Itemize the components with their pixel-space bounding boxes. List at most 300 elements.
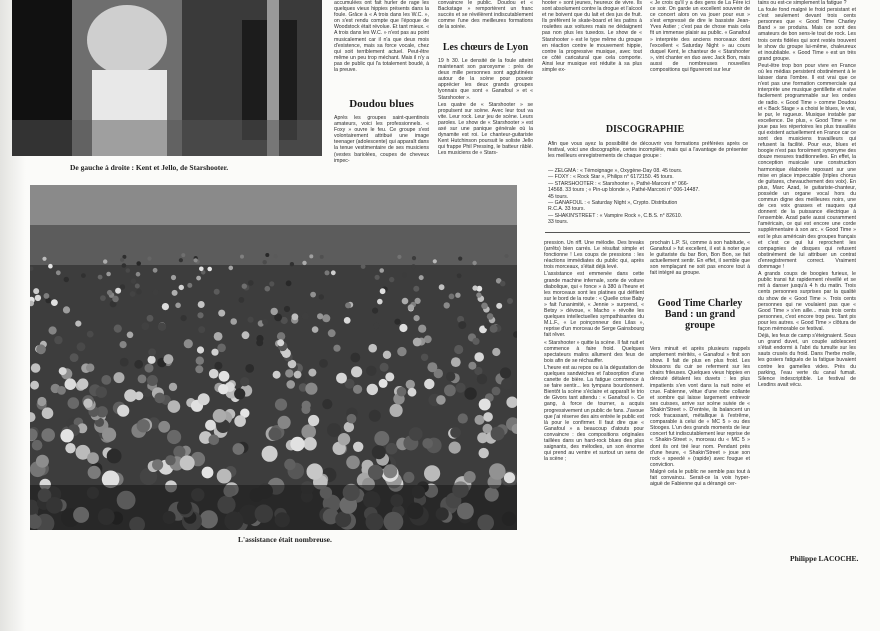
crowd-head — [196, 276, 201, 281]
crowd-head — [187, 283, 192, 288]
crowd-head — [114, 325, 122, 333]
crowd-head — [217, 469, 232, 484]
crowd-head — [248, 317, 254, 323]
crowd-head — [397, 387, 407, 397]
crowd-head — [65, 443, 75, 453]
crowd-head — [169, 383, 177, 391]
crowd-head — [158, 421, 170, 433]
crowd-head — [439, 284, 445, 290]
crowd-head — [124, 389, 137, 402]
crowd-head — [148, 356, 156, 364]
crowd-head — [179, 258, 183, 262]
crowd-head — [487, 313, 494, 320]
crowd-head — [408, 388, 417, 397]
disco-rule — [545, 232, 750, 233]
crowd-head — [181, 315, 187, 321]
paragraph: Après les groupes saint-quentinois amateurs, voici les professionnels. « Foxy » ouvre le feu. Ce groupe s'est volontairement attribué une image teenager (adolescente) qui apparaît dans la tenue vestimentaire de ses musiciens (vestes bariolées, coupes de cheveux impec- — [334, 115, 429, 164]
crowd-head — [344, 317, 351, 324]
crowd-head — [194, 258, 198, 262]
crowd-head — [242, 284, 247, 289]
crowd-head — [419, 275, 424, 280]
crowd-head — [450, 427, 461, 438]
crowd-head — [98, 275, 103, 280]
crowd-head — [103, 259, 107, 263]
crowd-head — [265, 286, 271, 292]
crowd-head — [307, 463, 323, 479]
crowd-head — [474, 352, 484, 362]
crowd-head — [292, 313, 299, 320]
crowd-head — [331, 270, 336, 275]
crowd-head — [277, 332, 285, 340]
crowd-head — [271, 308, 278, 315]
crowd-head — [122, 263, 127, 268]
crowd-head — [310, 292, 316, 298]
paragraph: Peut-être trop bon pour vivre en France où les médias persistent obstinément à le laisser dans l'ombre. Il est vrai que ce n'est pas une formation commerciale qui interprète une musique gentillette et naïve facilement programmable sur les ondes de radio. « Good Time » comme Doudou et « Back Stage » a choisi le blues, le vrai, le pur, le rugueux. Musique instable par excellence. De plus, « Good Time » ne joue pas les répertoires les plus travaillés qui existent actuellement en France car ce sont des musiciens travailleurs qui refusent la facilité. Pour eux, blues et boogie n'est pas forcément synonyme des douze mesures traditionnelles. En effet, la conception musicale une construction harmonique élaborée reposant sur une mise en place impeccable (triples chorus de guitares, chevauchement des voix). En plus, Marc Azad, le guitariste-chanteur, possède un organe vocal hors du commun digne des meilleures noirs, une de ces voix grasses et rauques qui donnent de la puissance électrique à l'ensemble. Azad parle aussi couramment l'américain, ce qui est encore une corde supplémentaire à son arc. « Good Time » est le plus américain des groupes français et c'est ce qui lui reprochent les compagnies de disques qui refusent obstinément de lui attribuer un contrat d'enregistrement correct. Vraiment dommage ! — [758, 62, 856, 271]
disco-item: — ZELGMA : « Témoignage », Oxygène-Day 08. 45 tours. — [548, 168, 683, 174]
crowd-head — [209, 369, 219, 379]
crowd-head — [147, 257, 151, 261]
crowd-head — [336, 373, 347, 384]
article-column-2b — [438, 58, 533, 184]
crowd-head — [234, 415, 246, 427]
crowd-head — [308, 369, 316, 377]
crowd-head — [458, 321, 466, 329]
crowd-head — [59, 367, 67, 375]
crowd-head — [483, 412, 493, 422]
crowd-head — [436, 395, 446, 405]
crowd-head — [100, 295, 106, 301]
crowd-head — [68, 397, 80, 409]
crowd-head — [290, 262, 294, 266]
crowd-head — [418, 325, 426, 333]
crowd-head — [51, 299, 58, 306]
crowd-head — [162, 303, 169, 310]
crowd-head — [413, 338, 422, 347]
crowd-head — [115, 288, 121, 294]
paragraph: tains ou est-ce simplement la fatigue ? — [758, 0, 847, 6]
paragraph: Afin que vous ayez la possibilité de découvrir vos formations préférées après ce festival, voici une discographie, certes incomplète, mais qui a l'avantage de présenter les meilleurs enregistrements de chaque groupe : — [548, 141, 748, 160]
paragraph: « Starshooter » quitte la scène. Il fait nuit et commence à faire froid. Quelques spectateurs malins allument des feux de bois afin de se réchauffer. — [544, 339, 644, 364]
crowd-head — [198, 301, 205, 308]
crowd-head — [42, 407, 54, 419]
crowd-head — [64, 277, 69, 282]
paragraph: prochain L.P. Si, comme à son habitude, « Ganafoul » fut excellent, il est à noter que le guitariste du bar Bon, Bon Bon, se fait actuellement sentir. En effet, il semble que son remplaçant ne soit pas encore tout à fait intégré au groupe. — [650, 240, 750, 277]
crowd-head — [136, 272, 141, 277]
crowd-head — [455, 383, 465, 393]
crowd-head — [399, 324, 407, 332]
crowd-head — [366, 366, 376, 376]
crowd-head — [403, 472, 414, 483]
crowd-head — [345, 302, 351, 308]
crowd-head — [451, 357, 461, 367]
crowd-head — [402, 273, 407, 278]
crowd-head — [496, 303, 502, 309]
crowd-head — [412, 256, 416, 260]
crowd-head — [165, 455, 175, 465]
crowd-head — [294, 371, 302, 379]
disco-item: 33 tours. — [548, 219, 569, 226]
crowd-head — [242, 331, 250, 339]
crowd-head — [449, 294, 455, 300]
disco-item: — FOXY : « Rock Star », Philips n° 6172150. 45 tours. — [548, 174, 674, 181]
paragraph: A grands coups de boogies furieux, le public transi fut rapidement réveillé et se mit à danser jusqu'à 4 h du matin. Trois cents personnes surprises par la qualité du show de « Good Time ». Trois cents personnes qui ne voulaient pas que « Good Time » s'en aille... mais trois cents personnes, c'est encore trop peu. Tant pis pour les autres. « Good Time » clôtura de façon mémorable ce festival. — [758, 271, 856, 332]
top-photo-image — [12, 0, 322, 156]
crowd-head — [31, 363, 41, 373]
crowd-head — [274, 254, 278, 258]
crowd-head — [390, 404, 403, 417]
crowd-head — [322, 314, 330, 322]
crowd-head — [402, 298, 409, 305]
crowd-head — [181, 253, 185, 257]
crowd-head — [455, 293, 460, 298]
crowd-head — [479, 399, 491, 411]
paragraph: La foule fond malgré le froid persistant et c'est seulement devant trois cents personnes que « Good Time Charley Band » se produira. Mais ce sont des amateurs de bon sens-le tout de rock. Les trois cents fidèles qui sont restés trouvent le show du groupe lui-même, chaleureux et inoubliable. « Good Time » est un très grand groupe. — [758, 7, 856, 62]
crowd-head — [117, 405, 129, 417]
crowd-head — [383, 351, 391, 359]
article-column-1 — [334, 0, 429, 88]
paragraph: « Je crois qu'il y a des gens de La Fère ici ce soir. On garde un excellent souvenir de ce concert alors on va jouer pour eux » s'est empressé de dire le bassiste Jean-Yves Astier ; c'est pas de chose mais cela fit un immense plaisir au public. « Ganafoul » interprète des anciens morceaux dont l'excellent « Saturday Night » au cours duquel Kent, le chanteur de « Starshooter », vint chanter en duo avec Jack Bon, mais aussi de nombreuses nouvelles compositions qui figureront sur leur — [650, 0, 750, 74]
crowd-head — [302, 313, 309, 320]
crowd-head — [184, 339, 193, 348]
paragraph: pression. Un riff. Une mélodie. Des breaks (arrêts) bien carrés. Le résultat simple et fonctionne ! Les coups de pressions : les réactions immédiates du public qui, après trois morceaux, s'était déjà levé. — [544, 240, 644, 271]
crowd-head — [180, 455, 195, 470]
crowd-head — [413, 286, 419, 292]
crowd-head — [446, 372, 455, 381]
crowd-head — [394, 319, 400, 325]
crowd-head — [372, 308, 378, 314]
top-photo — [12, 0, 322, 156]
crowd-head — [60, 429, 73, 442]
paragraph: hooter » sont jeunes, heureux de vivre. Ils sont absolument contre la drogue et l'alcool et ne boivent que du lait et des jus de fruit. Ils préfèrent le skate-board et les patins à roulettes aux voitures mais ne dédaignent pas non plus les tuxedos. Le show de « Starshooter » est le type même du groupe en réaction contre le mouvement hippie, contre la progressive musique, avec tout ce côté caricatural que cela comporte. Ainsi leur musique est réduite à sa plus simple ex- — [542, 0, 642, 74]
crowd-head — [457, 273, 462, 278]
crowd-head — [424, 379, 434, 389]
crowd-head — [214, 362, 222, 370]
crowd-head — [322, 399, 332, 409]
crowd-head — [475, 415, 485, 425]
crowd-head — [198, 326, 205, 333]
crowd-head — [472, 261, 476, 265]
crowd-head — [81, 273, 86, 278]
crowd-head — [505, 254, 509, 258]
crowd-head — [501, 378, 513, 390]
heading-discographie: DISCOGRAPHIE — [605, 124, 685, 135]
crowd-head — [472, 285, 477, 290]
crowd-head — [197, 312, 203, 318]
crowd-head — [83, 399, 92, 408]
crowd-head — [275, 399, 287, 411]
heading-choeurs-lyon: Les chœurs de Lyon — [442, 42, 529, 53]
crowd-head — [147, 315, 154, 322]
crowd-head — [211, 349, 218, 356]
crowd-head — [351, 366, 362, 377]
crowd-head — [361, 264, 366, 269]
crowd-head — [120, 341, 127, 348]
crowd-head — [77, 378, 88, 389]
crowd-head — [158, 323, 166, 331]
crowd-head — [284, 306, 290, 312]
crowd-head — [112, 296, 119, 303]
crowd-head — [481, 303, 488, 310]
crowd-head — [141, 322, 149, 330]
heading-doudou-blues: Doudou blues — [349, 98, 414, 110]
crowd-head — [229, 266, 234, 271]
disco-intro — [548, 141, 748, 167]
crowd-head — [167, 430, 181, 444]
crowd-head — [414, 315, 420, 321]
paragraph: L'heure est au repos ou à la dégustation de quelques sandwiches et l'absorption d'une canette de bière. La fatigue commence à se faire sentir... les tympans bourdonnent. Bientôt la scène s'éclaire et apparaît le trio de Givors tant attendu : « Ganafoul ». Ce gang, à force de tourner, a acquis progressivement un public de fans. J'avoue que j'ai réserve des airs entrée le public est là pour le confirmer. Il faut dire que « Ganafoul » a beaucoup d'atouts pour convaincre : des compositions originales taillées dans un hard-rock blues des plus saignants, des mélodies, un son énorme qui prend au ventre et surtout un sens de la scène ; — [544, 364, 644, 463]
crowd-head — [500, 281, 506, 287]
crowd-head — [379, 379, 388, 388]
crowd-head — [36, 455, 49, 468]
crowd-head — [353, 385, 362, 394]
crowd-head — [199, 267, 204, 272]
crowd-head — [240, 255, 244, 259]
crowd-head — [36, 344, 46, 354]
crowd-head — [96, 387, 107, 398]
crowd-photo — [30, 185, 517, 530]
crowd-head — [284, 459, 295, 470]
crowd-head — [138, 375, 147, 384]
crowd-head — [263, 260, 267, 264]
crowd-head — [397, 347, 406, 356]
crowd-head — [214, 289, 220, 295]
paragraph: convaincre le public. Doudou et « Backstage » remportèrent un franc succès et se révélèrent indiscutablement comme l'une des meilleures formations de la soirée. — [438, 0, 533, 30]
crowd-head — [209, 435, 220, 446]
crowd-head — [278, 416, 291, 429]
crowd-head — [107, 449, 122, 464]
crowd-head — [120, 258, 124, 262]
paragraph: Les quatre de « Starshooter » se propulsent sur scène. Avec leur tout va vite. Leur rock. Leur jeu de scène. Leurs paroles. Le show de « Starshooter » est axé sur une panique générale où la dynamite est roi. Le chanteur-guitariste Kent Hutchinson poursuit le soliste Jello qui frappe Phil Pressing, le batteur râblé. Les musiciens de « Stars- — [438, 101, 533, 157]
crowd-head — [114, 372, 125, 383]
crowd-head — [273, 371, 281, 379]
crowd-head — [230, 318, 237, 325]
crowd-head — [30, 381, 39, 390]
disco-list — [548, 168, 748, 228]
crowd-head — [120, 284, 125, 289]
crowd-head — [368, 344, 377, 353]
crowd-head — [375, 275, 380, 280]
crowd-head — [175, 303, 181, 309]
crowd-head — [290, 437, 304, 451]
crowd-head — [421, 354, 428, 361]
crowd-head — [492, 348, 500, 356]
crowd-head — [312, 326, 319, 333]
crowd-head — [219, 371, 230, 382]
crowd-head — [458, 257, 462, 261]
crowd-head — [217, 344, 226, 353]
crowd-head — [379, 268, 384, 273]
crowd-head — [54, 336, 62, 344]
crowd-head — [37, 397, 46, 406]
crowd-head — [205, 420, 216, 431]
crowd-head — [262, 446, 278, 462]
article-column-mid-2 — [650, 240, 750, 292]
crowd-head — [504, 472, 515, 483]
crowd-head — [239, 297, 245, 303]
top-photo-caption: De gauche à droite : Kent et Jello, de Starshooter. — [70, 163, 229, 172]
crowd-head — [383, 464, 397, 478]
crowd-head — [301, 424, 316, 439]
crowd-head — [77, 342, 86, 351]
crowd-head — [163, 354, 173, 364]
crowd-head — [179, 285, 184, 290]
crowd-head — [500, 367, 511, 378]
crowd-head — [245, 364, 254, 373]
crowd-head — [131, 278, 136, 283]
crowd-photo-image — [30, 185, 517, 530]
crowd-head — [35, 295, 41, 301]
crowd-head — [347, 414, 357, 424]
crowd-head — [218, 384, 228, 394]
crowd-head — [285, 369, 293, 377]
crowd-head — [328, 329, 336, 337]
crowd-head — [477, 374, 487, 384]
crowd-head — [153, 268, 158, 273]
crowd-head — [454, 345, 463, 354]
disco-item: R.C.A. 33 tours. — [548, 206, 585, 213]
crowd-head — [320, 255, 324, 259]
crowd-head — [134, 360, 143, 369]
crowd-head — [41, 428, 55, 442]
crowd-head — [411, 264, 416, 269]
crowd-head — [135, 284, 140, 289]
crowd-head — [32, 440, 43, 451]
crowd-head — [397, 255, 401, 259]
crowd-head — [136, 261, 141, 266]
crowd-head — [368, 465, 383, 480]
crowd-head — [33, 288, 39, 294]
paragraph: L'assistance est emmenée dans cette grande machine infernale, sorte de voiture diabolique, qui « fonce » à 380 à l'heure et les morceaux sont les platines qui défilent sur le bord de la route : « Quelle crise Baby » fait l'unanimité, « Jennie » surprend, « Betsy » dévoue, « Macho » révolte les quelques intellectuelles sympathisantes du M.L.F., « Le poinçonneur des Lilas », reprise d'un morceau de Serge Gainsbourg fait rêver. — [544, 271, 644, 339]
crowd-head — [409, 427, 423, 441]
crowd-head — [472, 338, 479, 345]
crowd-head — [48, 264, 53, 269]
crowd-head — [195, 365, 203, 373]
article-column-mid-1 — [544, 240, 644, 548]
crowd-head — [145, 364, 154, 373]
paragraph: 19 h 30. Le densité de la foule atteint maintenant son paroxysme : près de deux mille personnes sont agglutinées autour de la scène pour pouvoir apprécier les deux grands groupes lyonnais que sont « Ganafoul » et « Starshooter ». — [438, 58, 533, 101]
crowd-head — [373, 323, 379, 329]
crowd-head — [168, 400, 181, 413]
crowd-head — [197, 346, 204, 353]
crowd-head — [468, 362, 476, 370]
crowd-head — [171, 275, 176, 280]
crowd-head — [367, 384, 378, 395]
crowd-head — [137, 419, 150, 432]
crowd-head — [444, 385, 456, 397]
crowd-head — [464, 387, 476, 399]
disco-item: — SHAKIN'STREET : « Vampire Rock », C.B.S. n° 82610. — [548, 212, 683, 219]
crowd-head — [427, 362, 437, 372]
crowd-head — [317, 313, 323, 319]
crowd-head — [333, 345, 340, 352]
crowd-head — [338, 433, 350, 445]
crowd-head — [86, 364, 94, 372]
crowd-head — [277, 339, 284, 346]
crowd-head — [172, 290, 178, 296]
article-column-1b — [334, 115, 429, 185]
crowd-head — [65, 378, 77, 390]
crowd-head — [346, 456, 360, 470]
crowd-head — [57, 386, 66, 395]
crowd-head — [458, 413, 468, 423]
crowd-head — [101, 375, 111, 385]
crowd-head — [120, 358, 129, 367]
crowd-head — [143, 389, 151, 397]
paragraph: Vers minuit et après plusieurs rappels amplement mérités, « Ganafoul » finit son show. Il fait de plus en plus froid. Les blousons du cuir se referment sur les chairs frileuses. Quelques vieux hippies en dérouté détalent les duvets : les plus impatients s'en vont dans la nuit noire et crue. Fabienne, vêtue d'une robe collante et sombre qui laisse largement entrevoir ses cuisses, arrive sur scène suivie de « Shakin'Street ». D'entrée, ils balancent un rock fracassant, métallique à l'extrême, comparable à celui de « MC 5 » ou des Stooges. L'un des grands moments de leur concert fut indiscutablement leur reprise de « Shakin-Street », morceau du « MC 5 » dont ils ont tiré leur nom. Pendant près d'une heure, « Shakin'Street » joue son rock « speedé » (rapide) avec fougue et conviction. — [650, 346, 750, 468]
crowd-head — [269, 428, 282, 441]
paragraph: Déjà, les feux de camp s'éteignaient. Sous un grand duvet, un couple adolescent s'était endormi à l'abri du tumulte sur les sauts crusés du froid. Dans l'herbe molle, les gosiers fatigués de la fatigue buvaient contre les gamelles vides. Près du parking, l'eau verte du canal fumait. Silence indescriptible. Le festival de Lesdins avait vécu. — [758, 333, 856, 388]
paragraph: Malgré cela le public ne semble pas tout à fait convaincu. Serait-ce la voix hyper-aiguë de Fabienne qui a dérangé cer- — [650, 468, 750, 488]
crowd-head — [309, 254, 313, 258]
crowd-head — [377, 299, 383, 305]
crowd-head — [44, 293, 50, 299]
crowd-head — [87, 331, 94, 338]
article-column-4 — [650, 0, 750, 108]
paragraph: accumulées ont fait hurler de rage les quelques vieux hippies présents dans la foule. Grâce à « A trois dans les W.C. », on s'est rendu compte que l'époque de Woodstock était révolue. Et tant mieux. « A trois dans les W.C. » n'est pas au point musicalement car il n'a que deux mois d'existence, mais sa force vocale, chez qui soit terriblement actuel. Peut-être même un peu trop méchant. Mais il n'y a pas de public qui l'a totalement boudé, à la preuve. — [334, 0, 429, 74]
article-column-2 — [438, 0, 533, 30]
article-column-5 — [758, 0, 856, 552]
crowd-head — [380, 363, 389, 372]
crowd-head — [147, 375, 158, 386]
crowd-head — [106, 272, 111, 277]
crowd-head — [302, 261, 306, 265]
crowd-head — [327, 423, 341, 437]
article-column-mid-2b — [650, 346, 750, 548]
crowd-head — [433, 259, 437, 263]
disco-item: — STARSHOOTER : « Starshooter », Pathé-Marconi n° 066- — [548, 180, 689, 187]
article-column-3 — [542, 0, 642, 108]
crowd-head — [389, 277, 394, 282]
crowd-head — [444, 302, 450, 308]
crowd-head — [350, 353, 360, 363]
author-signature: Philippe LACOCHE. — [790, 554, 859, 563]
crowd-head — [153, 289, 159, 295]
crowd-head — [491, 427, 505, 441]
crowd-head — [489, 463, 506, 480]
crowd-head — [380, 288, 386, 294]
crowd-head — [154, 393, 165, 404]
crowd-head — [136, 289, 142, 295]
crowd-head — [198, 393, 210, 405]
crowd-head — [256, 339, 263, 346]
crowd-head — [372, 445, 386, 459]
crowd-head — [202, 467, 214, 479]
crowd-head — [148, 348, 156, 356]
crowd-head — [424, 465, 440, 481]
crowd-head — [479, 448, 489, 458]
crowd-head — [492, 387, 501, 396]
crowd-head — [70, 353, 79, 362]
crowd-head — [385, 372, 394, 381]
crowd-head — [240, 377, 249, 386]
crowd-head — [406, 380, 415, 389]
crowd-head — [301, 405, 310, 414]
disco-item: 45 tours. — [548, 193, 569, 200]
crowd-head — [422, 438, 433, 449]
crowd-head — [369, 410, 381, 422]
crowd-head — [56, 270, 61, 275]
crowd-head — [286, 280, 292, 286]
crowd-head — [303, 437, 316, 450]
crowd-head — [214, 332, 223, 341]
crowd-head — [262, 319, 268, 325]
crowd-head — [353, 442, 363, 452]
disco-item: — GANAFOUL : « Saturday Night », Crypto. Distribution — [548, 200, 678, 207]
crowd-head — [386, 443, 398, 455]
crowd-head — [75, 321, 81, 327]
crowd-head — [49, 326, 57, 334]
crowd-head — [449, 442, 461, 454]
